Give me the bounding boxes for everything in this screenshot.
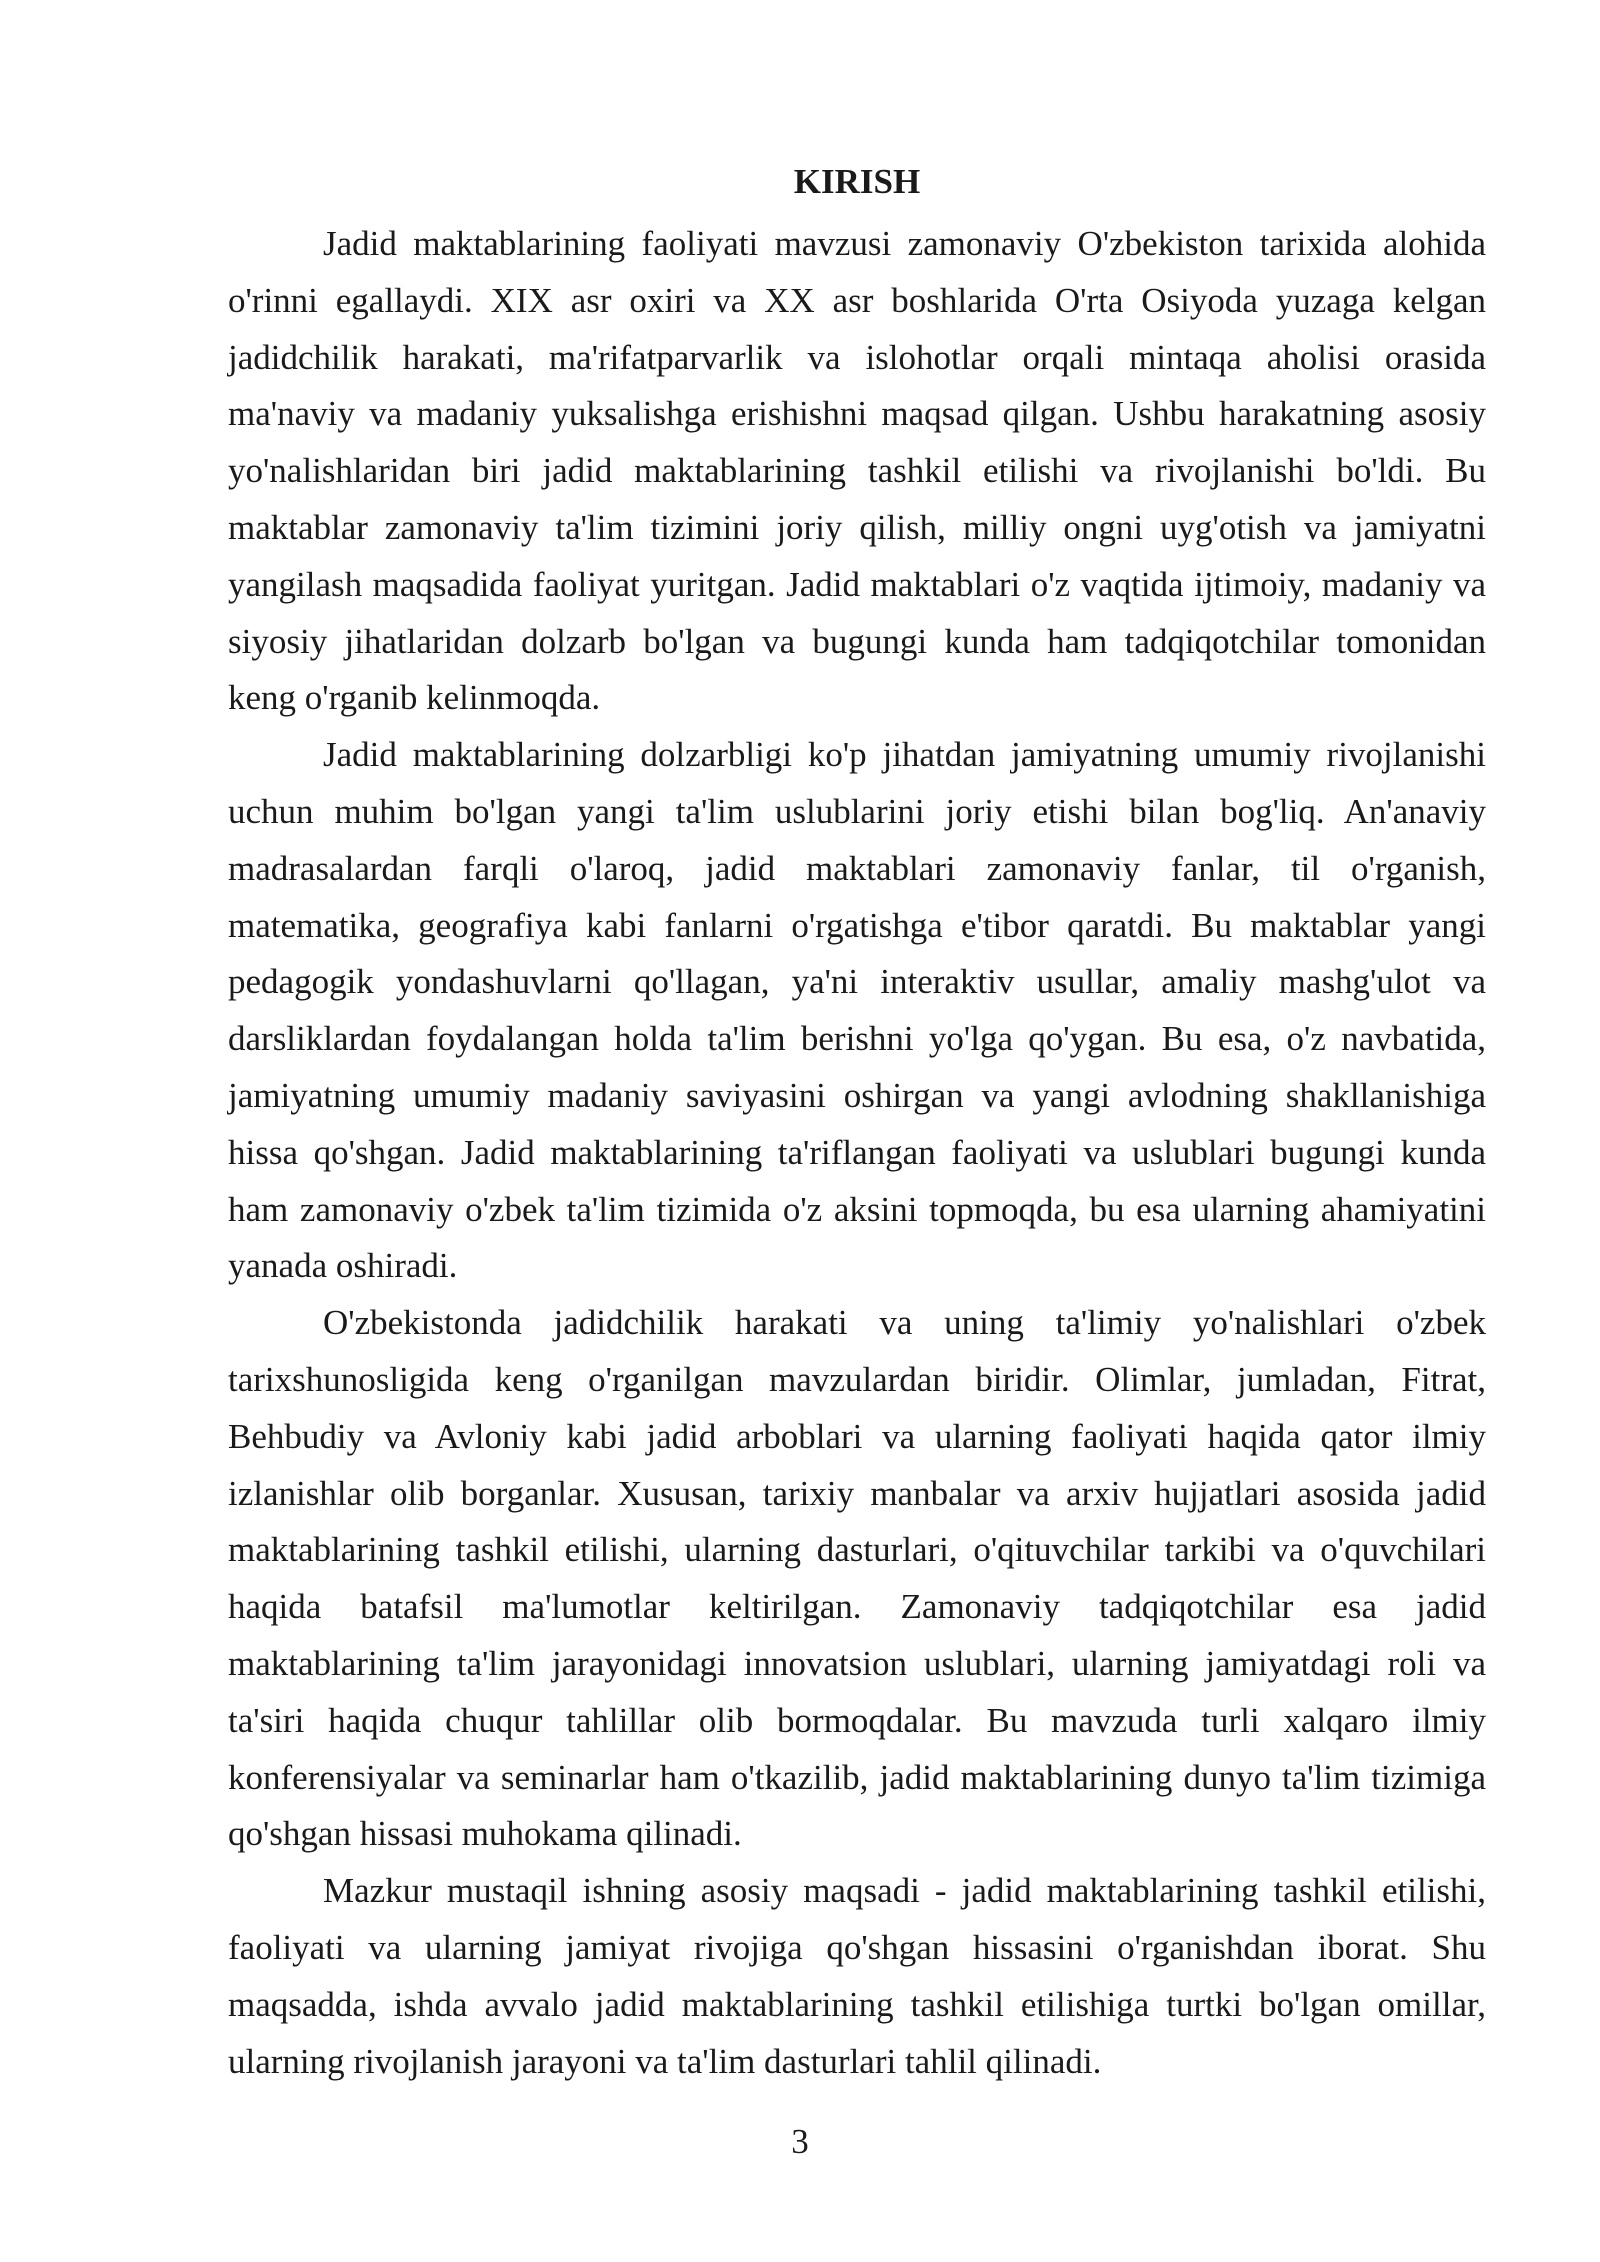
paragraph-4: Mazkur mustaqil ishning asosiy maqsadi - jadid maktablarining tashkil etilishi, faoliyati va ularning jamiyat rivojiga qo'shgan hissasini o'rganishdan iborat. Shu maqsadda, ishda avvalo jadid maktablarining tashkil etilishiga turtki bo'lgan omillar, ularning rivojlanish jarayoni va ta'lim dasturlari tahlil qilinadi. [228,1871,1486,2081]
page-number: 3 [791,2122,809,2161]
paragraph-2: Jadid maktablarining dolzarbligi ko'p jihatdan jamiyatning umumiy rivojlanishi uchun muhim bo'lgan yangi ta'lim uslublarini joriy etishi bilan bog'liq. An'anaviy madrasalardan farqli o'laroq, jadid maktablari zamonaviy fanlar, til o'rganish, matematika, geografiya kabi fanlarni o'rgatishga e'tibor qaratdi. Bu maktablar yangi pedagogik yondashuvlarni qo'llagan, ya'ni interaktiv usullar, amaliy mashg'ulot va darsliklardan foydalangan holda ta'lim berishni yo'lga qo'ygan. Bu esa, o'z navbatida, jamiyatning umumiy madaniy saviyasini oshirgan va yangi avlodning shakllanishiga hissa qo'shgan. Jadid maktablarining ta'riflangan faoliyati va uslublari bugungi kunda ham zamonaviy o'zbek ta'lim tizimida o'z aksini topmoqda, bu esa ularning ahamiyatini yanada oshiradi. [228,735,1486,1286]
paragraph-3: O'zbekistonda jadidchilik harakati va uning ta'limiy yo'nalishlari o'zbek tarixshunosligida keng o'rganilgan mavzulardan biridir. Olimlar, jumladan, Fitrat, Behbudiy va Avloniy kabi jadid arboblari va ularning faoliyati haqida qator ilmiy izlanishlar olib borganlar. Xususan, tarixiy manbalar va arxiv hujjatlari asosida jadid maktablarining tashkil etilishi, ularning dasturlari, o'qituvchilar tarkibi va o'quvchilari haqida batafsil ma'lumotlar keltirilgan. Zamonaviy tadqiqotchilar esa jadid maktablarining ta'lim jarayonidagi innovatsion uslublari, ularning jamiyatdagi roli va ta'siri haqida chuqur tahlillar olib bormoqdalar. Bu mavzuda turli xalqaro ilmiy konferensiyalar va seminarlar ham o'tkazilib, jadid maktablarining dunyo ta'lim tizimiga qo'shgan hissasi muhokama qilinadi. [228,1303,1486,1854]
page-content [228,160,1486,2090]
paragraph-1: Jadid maktablarining faoliyati mavzusi zamonaviy O'zbekiston tarixida alohida o'rinni egallaydi. XIX asr oxiri va XX asr boshlarida O'rta Osiyoda yuzaga kelgan jadidchilik harakati, ma'rifatparvarlik va islohotlar orqali mintaqa aholisi orasida ma'naviy va madaniy yuksalishga erishishni maqsad qilgan. Ushbu harakatning asosiy yo'nalishlaridan biri jadid maktablarining tashkil etilishi va rivojlanishi bo'ldi. Bu maktablar zamonaviy ta'lim tizimini joriy qilish, milliy ongni uyg'otish va jamiyatni yangilash maqsadida faoliyat yuritgan. Jadid maktablari o'z vaqtida ijtimoiy, madaniy va siyosiy jihatlaridan dolzarb bo'lgan va bugungi kunda ham tadqiqotchilar tomonidan keng o'rganib kelinmoqda. [228,224,1486,718]
section-title: KIRISH [793,162,921,201]
